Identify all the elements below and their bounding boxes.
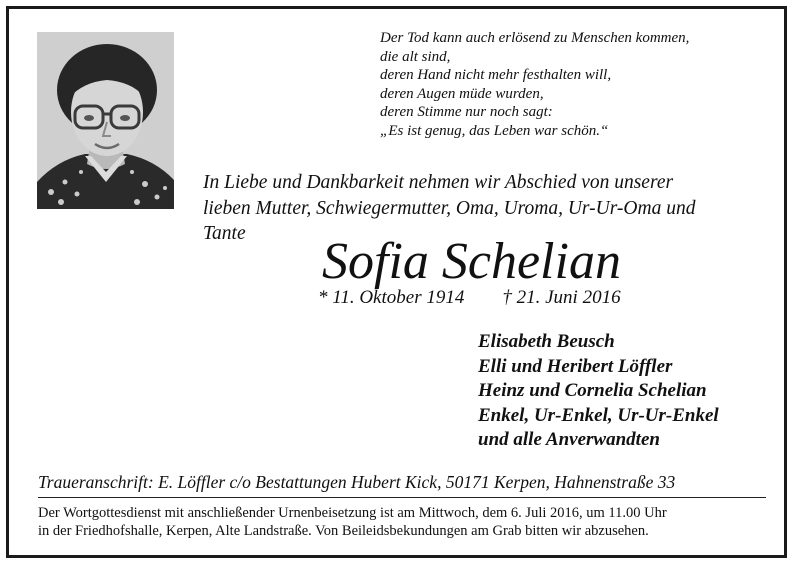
notice-line: Der Wortgottesdienst mit anschließender Urnenbeisetzung ist am Mittwoch, dem 6. Juli 2016, um 11.00 Uhr (38, 505, 667, 521)
service-notice (38, 504, 768, 540)
mourner-line: Elisabeth Beusch (478, 331, 615, 352)
mourner-line: Heinz und Cornelia Schelian (478, 380, 707, 401)
portrait-photo (37, 32, 174, 209)
divider (38, 497, 766, 498)
poem-line: die alt sind, (380, 48, 451, 65)
poem-line: deren Augen müde wurden, (380, 85, 544, 102)
poem-line: deren Stimme nur noch sagt: (380, 104, 553, 121)
intro-line: Tante (203, 223, 246, 244)
intro-line: lieben Mutter, Schwiegermutter, Oma, Uroma, Ur-Ur-Oma und (203, 197, 696, 219)
deceased-name: Sofia Schelian (322, 233, 621, 290)
poem-line: „Es ist genug, das Leben war schön.“ (380, 122, 609, 139)
poem-line: deren Hand nicht mehr festhalten will, (380, 67, 612, 84)
poem-line: Der Tod kann auch erlösend zu Menschen kommen, (380, 30, 690, 46)
life-dates (318, 286, 621, 310)
notice-line: in der Friedhofshalle, Kerpen, Alte Landstraße. Von Beileidsbekundungen am Grab bitten wir abzusehen. (38, 523, 649, 539)
poem (380, 29, 780, 141)
portrait-icon (37, 32, 174, 209)
intro-line: In Liebe und Dankbarkeit nehmen wir Abschied von unserer (203, 172, 674, 193)
mourner-line: Enkel, Ur-Enkel, Ur-Ur-Enkel (478, 404, 719, 426)
mourner-line: und alle Anverwandten (478, 429, 660, 450)
mourning-address: Traueranschrift: E. Löffler c/o Bestattungen Hubert Kick, 50171 Kerpen, Hahnenstraße 33 (38, 472, 676, 492)
birth-date: * 11. Oktober 1914 (318, 287, 465, 308)
mourner-line: Elli und Heribert Löffler (478, 355, 673, 377)
mourners-list (478, 330, 719, 453)
death-date: † 21. Juni 2016 (502, 287, 621, 308)
